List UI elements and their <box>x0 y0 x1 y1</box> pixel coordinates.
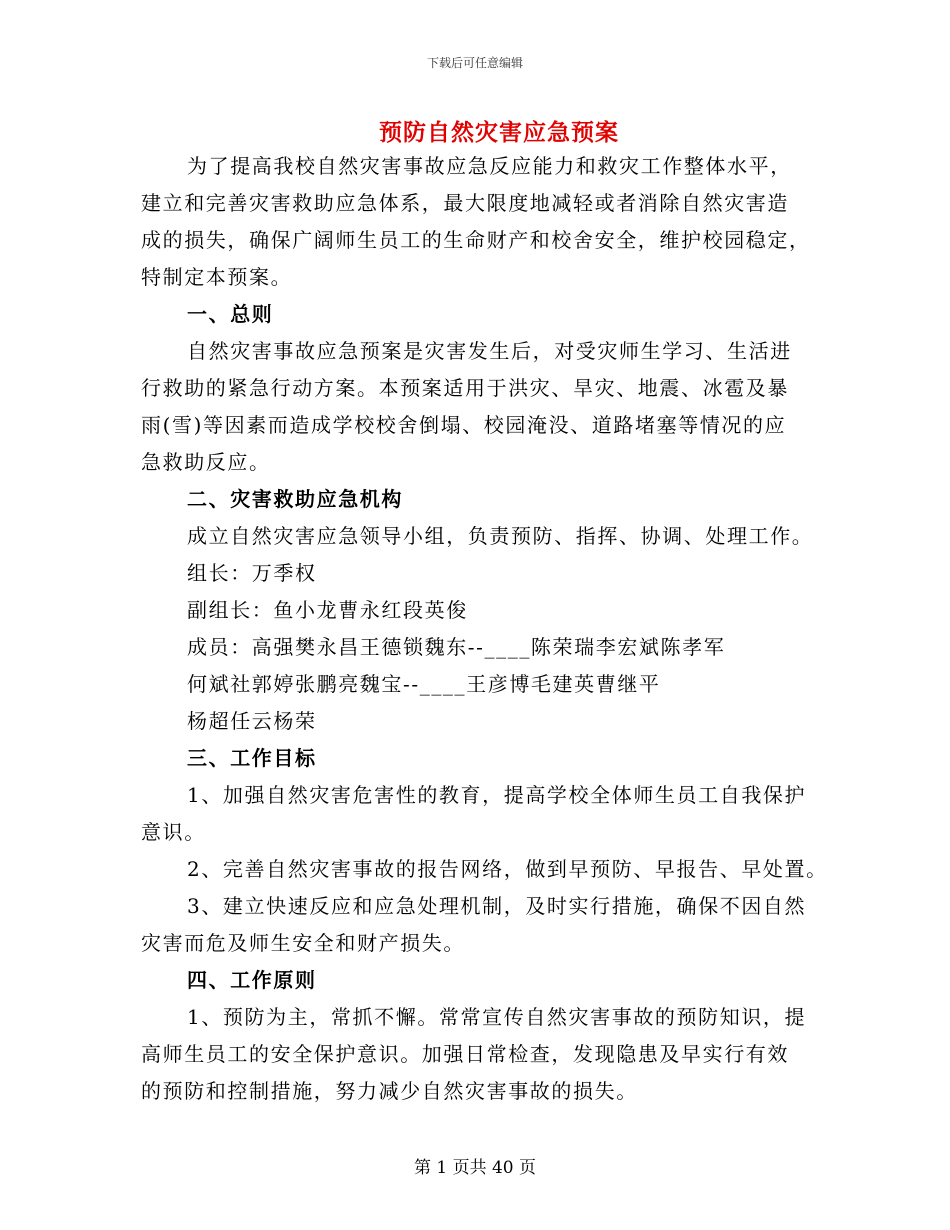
intro-line: 特制定本预案。 <box>141 265 293 289</box>
goal-item-3-cont: 灾害而危及师生安全和财产损失。 <box>141 931 465 955</box>
document-title: 预防自然灾害应急预案 <box>379 120 619 146</box>
intro-paragraph <box>141 148 821 296</box>
section-heading-organization: 二、灾害救助应急机构 <box>187 487 403 511</box>
members-line: 成员：高强樊永昌王德锁魏东--____陈荣瑞李宏斌陈孝军 <box>187 635 726 659</box>
members-line: 杨超任云杨荣 <box>187 709 317 733</box>
principle-item-1: 1、预防为主，常抓不懈。常常宣传自然灾害事故的预防知识，提 <box>187 1005 807 1029</box>
organization-paragraph <box>141 518 821 740</box>
organization-intro: 成立自然灾害应急领导小组，负责预防、指挥、协调、处理工作。 <box>187 524 814 548</box>
general-line: 行救助的紧急行动方案。本预案适用于洪灾、旱灾、地震、冰雹及暴 <box>141 376 789 400</box>
general-line: 雨(雪)等因素而造成学校校舍倒塌、校园淹没、道路堵塞等情况的应 <box>141 413 787 437</box>
leader-line: 组长：万季权 <box>187 561 317 585</box>
intro-line: 为了提高我校自然灾害事故应急反应能力和救灾工作整体水平， <box>187 154 792 178</box>
goal-item-3: 3、建立快速反应和应急处理机制，及时实行措施，确保不因自然 <box>187 894 807 918</box>
intro-line: 建立和完善灾害救助应急体系，最大限度地减轻或者消除自然灾害造 <box>141 191 789 215</box>
goal-item-1: 1、加强自然灾害危害性的教育，提高学校全体师生员工自我保护 <box>187 783 807 807</box>
deputy-leader-line: 副组长：鱼小龙曹永红段英俊 <box>187 598 468 622</box>
principles-list <box>141 999 821 1110</box>
principle-item-1-cont: 高师生员工的安全保护意识。加强日常检查，发现隐患及早实行有效 <box>141 1042 789 1066</box>
section-heading-principles: 四、工作原则 <box>187 968 317 992</box>
general-paragraph <box>141 333 821 481</box>
document-body <box>141 148 828 1110</box>
header-note: 下载后可任意编辑 <box>426 56 523 70</box>
members-line: 何斌社郭婷张鹏亮魏宝--____王彦博毛建英曹继平 <box>187 672 661 696</box>
goal-item-1-cont: 意识。 <box>141 820 206 844</box>
principle-item-1-cont: 的预防和控制措施，努力减少自然灾害事故的损失。 <box>141 1079 638 1103</box>
page-footer: 第 1 页共 40 页 <box>413 1158 537 1178</box>
section-heading-goals: 三、工作目标 <box>187 746 317 770</box>
general-line: 急救助反应。 <box>141 450 271 474</box>
goals-list <box>141 777 828 962</box>
section-heading-general: 一、总则 <box>187 302 274 326</box>
goal-item-2: 2、完善自然灾害事故的报告网络，做到早预防、早报告、早处置。 <box>187 857 828 881</box>
general-line: 自然灾害事故应急预案是灾害发生后，对受灾师生学习、生活进 <box>187 339 792 363</box>
intro-line: 成的损失，确保广阔师生员工的生命财产和校舍安全，维护校园稳定， <box>141 228 811 252</box>
